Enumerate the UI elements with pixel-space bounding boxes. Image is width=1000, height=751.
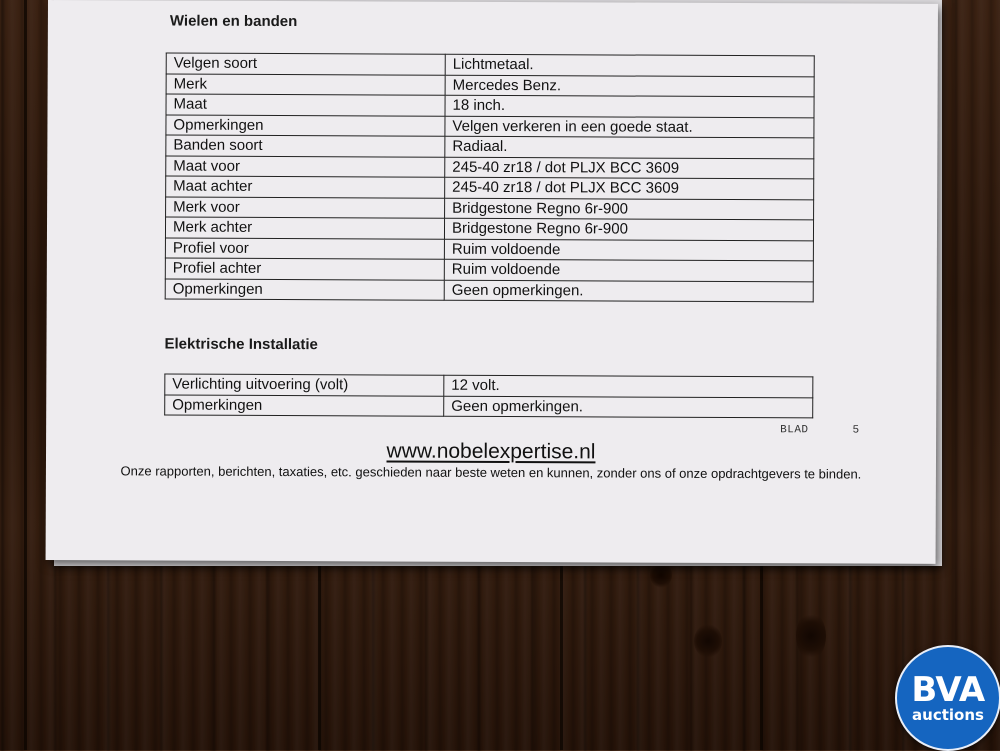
table-row (165, 238, 813, 261)
row-label: Maat achter (166, 176, 445, 198)
page-number: 5 (852, 424, 860, 437)
row-value: Radiaal. (445, 136, 814, 158)
row-value: Ruim voldoende (444, 239, 813, 261)
table-row (166, 197, 814, 220)
row-value: 12 volt. (444, 375, 813, 397)
row-label: Merk achter (165, 217, 444, 239)
table-row (166, 135, 814, 158)
electrical-table (164, 374, 813, 419)
row-label: Opmerkingen (165, 279, 444, 301)
table-row (165, 374, 813, 397)
table-row (166, 94, 814, 117)
row-value: Geen opmerkingen. (444, 396, 813, 418)
row-value: Lichtmetaal. (445, 54, 814, 76)
row-value: Geen opmerkingen. (444, 280, 813, 302)
logo-line2: auctions (912, 705, 984, 724)
row-label: Opmerkingen (165, 395, 444, 417)
row-label: Opmerkingen (166, 115, 445, 137)
wood-knot (796, 612, 826, 660)
row-value: Bridgestone Regno 6r-900 (444, 218, 813, 240)
electrical-section-title: Elektrische Installatie (164, 335, 318, 354)
page-indicator (780, 424, 860, 436)
row-label: Banden soort (166, 135, 445, 157)
row-value: 18 inch. (445, 95, 814, 117)
table-row (166, 53, 814, 76)
table-row (165, 395, 813, 418)
row-label: Profiel achter (165, 258, 444, 280)
table-row (166, 156, 814, 179)
row-label: Velgen soort (166, 53, 445, 75)
website-link[interactable]: www.nobelexpertise.nl (386, 439, 596, 464)
row-label: Maat (166, 94, 445, 116)
row-value: Mercedes Benz. (445, 75, 814, 97)
row-value: Velgen verkeren in een goede staat. (445, 116, 814, 138)
row-value: Bridgestone Regno 6r-900 (445, 198, 814, 220)
wheels-table (165, 53, 815, 303)
document-page (46, 0, 938, 564)
row-label: Maat voor (166, 156, 445, 178)
wheels-section-title: Wielen en banden (169, 12, 298, 31)
table-row (166, 74, 814, 97)
wood-knot (694, 624, 722, 658)
row-value: Ruim voldoende (444, 259, 813, 281)
table-row (166, 176, 814, 199)
row-label: Merk (166, 74, 445, 96)
disclaimer-text: Onze rapporten, berichten, taxaties, etc. geschieden naar beste weten en kunnen, zonder ons of onze opdrachtgevers te binden. (120, 463, 862, 482)
table-row (165, 217, 813, 240)
row-label: Merk voor (166, 197, 445, 219)
table-row (166, 115, 814, 138)
bva-auctions-logo (895, 645, 1000, 751)
row-label: Verlichting uitvoering (volt) (165, 374, 444, 396)
table-row (165, 258, 813, 281)
row-value: 245-40 zr18 / dot PLJX BCC 3609 (445, 157, 814, 179)
blad-label: BLAD (780, 424, 809, 437)
row-value: 245-40 zr18 / dot PLJX BCC 3609 (445, 177, 814, 199)
logo-line1: BVA (911, 669, 985, 710)
wood-board-gap (24, 0, 27, 750)
table-row (165, 279, 813, 302)
row-label: Profiel voor (165, 238, 444, 260)
